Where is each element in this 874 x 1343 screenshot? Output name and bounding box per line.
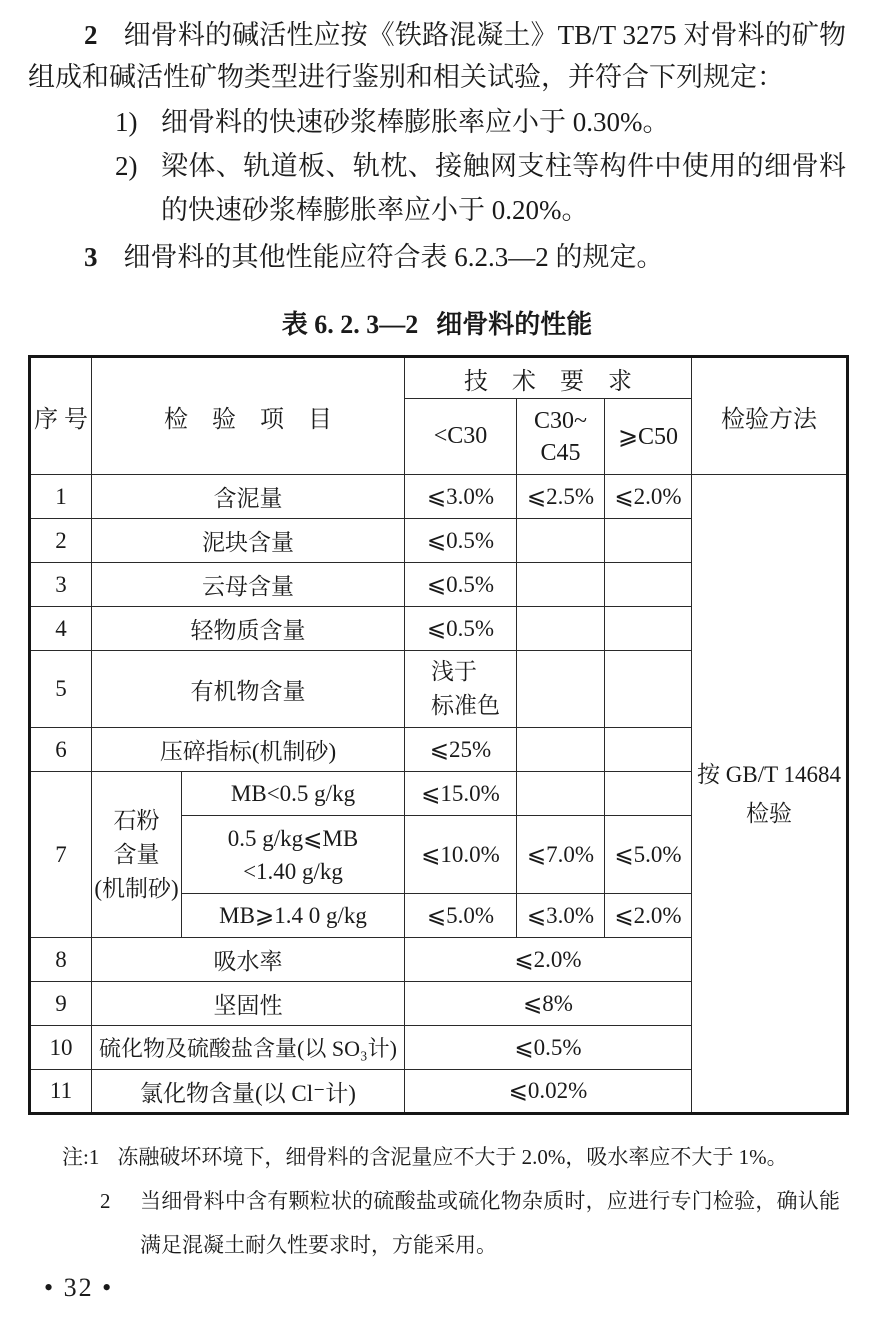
cell-condition: [182, 816, 405, 894]
cell-value: ⩽15.0%: [405, 772, 517, 816]
list-item-1: [28, 100, 846, 144]
cell-no: 6: [30, 728, 92, 772]
list-item-2-marker: 2): [115, 151, 138, 181]
cell-value: ⩽2.5%: [517, 475, 605, 519]
cell-method: [692, 475, 848, 1114]
page-number: • 32 •: [44, 1273, 114, 1302]
spec-table: [28, 355, 849, 1115]
cell-no: 11: [30, 1070, 92, 1114]
cell-value: [605, 519, 692, 563]
cell-value: [517, 651, 605, 728]
paragraph-2-text: 细骨料的碱活性应按《铁路混凝土》TB/T 3275 对骨料的矿物组成和碱活性矿物类型进行鉴别和相关试验，并符合下列规定：: [28, 20, 846, 92]
cell-item: 泥块含量: [92, 519, 405, 563]
table-title: [28, 304, 846, 341]
cell-no: 5: [30, 651, 92, 728]
cell-value: ⩽2.0%: [605, 475, 692, 519]
cell-value: ⩽0.5%: [405, 1026, 692, 1070]
cell-item: 吸水率: [92, 938, 405, 982]
cell-no: 2: [30, 519, 92, 563]
header-sub-c30-c45-line2: C45: [540, 439, 581, 466]
cell-no: 8: [30, 938, 92, 982]
table-title-label: 表 6. 2. 3—2: [281, 310, 419, 339]
cell-value: ⩽0.02%: [405, 1070, 692, 1114]
header-col-requirements: 技 术 要 求: [405, 357, 692, 399]
cell-value: [517, 607, 605, 651]
note-1: [62, 1135, 846, 1179]
cell-condition: MB<0.5 g/kg: [182, 772, 405, 816]
item-line3: (机制砂): [94, 875, 179, 901]
note-1-text: 冻融破坏环境下，细骨料的含泥量应不大于 2.0%，吸水率应不大于 1%。: [117, 1145, 788, 1169]
cell-no: 10: [30, 1026, 92, 1070]
cell-item-stone-powder: [92, 772, 182, 938]
cell-item: 氯化物含量(以 Cl⁻计): [92, 1070, 405, 1114]
cell-no: 7: [30, 772, 92, 938]
cell-no: 4: [30, 607, 92, 651]
header-sub-ge-c50: ⩾C50: [605, 399, 692, 475]
cell-value: ⩽25%: [405, 728, 517, 772]
cell-value: [517, 563, 605, 607]
value-line2: 标准色: [431, 693, 500, 718]
list-item-2-text: 梁体、轨道板、轨枕、接触网支柱等构件中使用的细骨料的快速砂浆棒膨胀率应小于 0.20%。: [161, 151, 846, 225]
method-line1: 按 GB/T 14684: [697, 761, 841, 787]
cell-value: [405, 651, 517, 728]
cell-value: ⩽0.5%: [405, 563, 517, 607]
cell-value: ⩽7.0%: [517, 816, 605, 894]
header-sub-c30-c45: [517, 399, 605, 475]
cell-no: 1: [30, 475, 92, 519]
cell-item: 硫化物及硫酸盐含量(以 SO₃计): [92, 1026, 405, 1070]
cell-value: [605, 728, 692, 772]
cell-value: [517, 519, 605, 563]
list-item-1-text: 细骨料的快速砂浆棒膨胀率应小于 0.30%。: [161, 107, 670, 137]
header-col-item: 检 验 项 目: [92, 357, 405, 475]
cell-value: ⩽0.5%: [405, 607, 517, 651]
cell-item: 有机物含量: [92, 651, 405, 728]
cell-value: ⩽10.0%: [405, 816, 517, 894]
cell-value: ⩽3.0%: [405, 475, 517, 519]
table-row-1: [30, 475, 848, 519]
cell-value: [605, 607, 692, 651]
note-2-marker: 2: [100, 1189, 111, 1213]
item-line1: 石粉: [113, 807, 160, 833]
cell-value: ⩽3.0%: [517, 894, 605, 938]
cell-value: [605, 772, 692, 816]
cell-value: [605, 563, 692, 607]
cell-item: 压碎指标(机制砂): [92, 728, 405, 772]
condition-line1: 0.5 g/kg⩽MB: [227, 825, 359, 851]
cell-item: 坚固性: [92, 982, 405, 1026]
cell-no: 3: [30, 563, 92, 607]
paragraph-3-text: 细骨料的其他性能应符合表 6.2.3—2 的规定。: [123, 242, 664, 272]
header-sub-c30-c45-line1: C30~: [534, 407, 587, 434]
paragraph-2: [28, 14, 846, 98]
note-2-text: 当细骨料中含有颗粒状的硫酸盐或硫化物杂质时，应进行专门检验，确认能满足混凝土耐久性要求时，方能采用。: [140, 1189, 840, 1257]
cell-value: [517, 728, 605, 772]
table-title-text: 细骨料的性能: [436, 310, 593, 339]
cell-item: 云母含量: [92, 563, 405, 607]
cell-value: ⩽0.5%: [405, 519, 517, 563]
numbered-list: [28, 100, 846, 232]
header-col-method: 检验方法: [692, 357, 848, 475]
cell-value: ⩽2.0%: [405, 938, 692, 982]
notes-section: [28, 1135, 846, 1267]
value-line1: 浅于: [431, 659, 477, 684]
paragraph-3-number: 3: [84, 242, 98, 272]
cell-value: [517, 772, 605, 816]
condition-line2: <1.40 g/kg: [243, 858, 343, 884]
paragraph-2-number: 2: [84, 20, 98, 50]
cell-value: ⩽5.0%: [605, 816, 692, 894]
note-2: [100, 1179, 846, 1267]
list-item-2: [28, 144, 846, 232]
cell-item: 含泥量: [92, 475, 405, 519]
cell-condition: MB⩾1.4 0 g/kg: [182, 894, 405, 938]
cell-item: 轻物质含量: [92, 607, 405, 651]
cell-no: 9: [30, 982, 92, 1026]
list-item-1-marker: 1): [115, 107, 138, 137]
cell-value: ⩽8%: [405, 982, 692, 1026]
cell-value: ⩽2.0%: [605, 894, 692, 938]
cell-value: [605, 651, 692, 728]
note-1-label: 注:1: [62, 1145, 100, 1169]
table-header-row-1: [30, 357, 848, 399]
paragraph-3: [28, 236, 846, 278]
method-line2: 检验: [746, 800, 793, 826]
header-sub-lt-c30: <C30: [405, 399, 517, 475]
header-col-no: 序 号: [30, 357, 92, 475]
item-line2: 含量: [113, 841, 160, 867]
cell-value: ⩽5.0%: [405, 894, 517, 938]
